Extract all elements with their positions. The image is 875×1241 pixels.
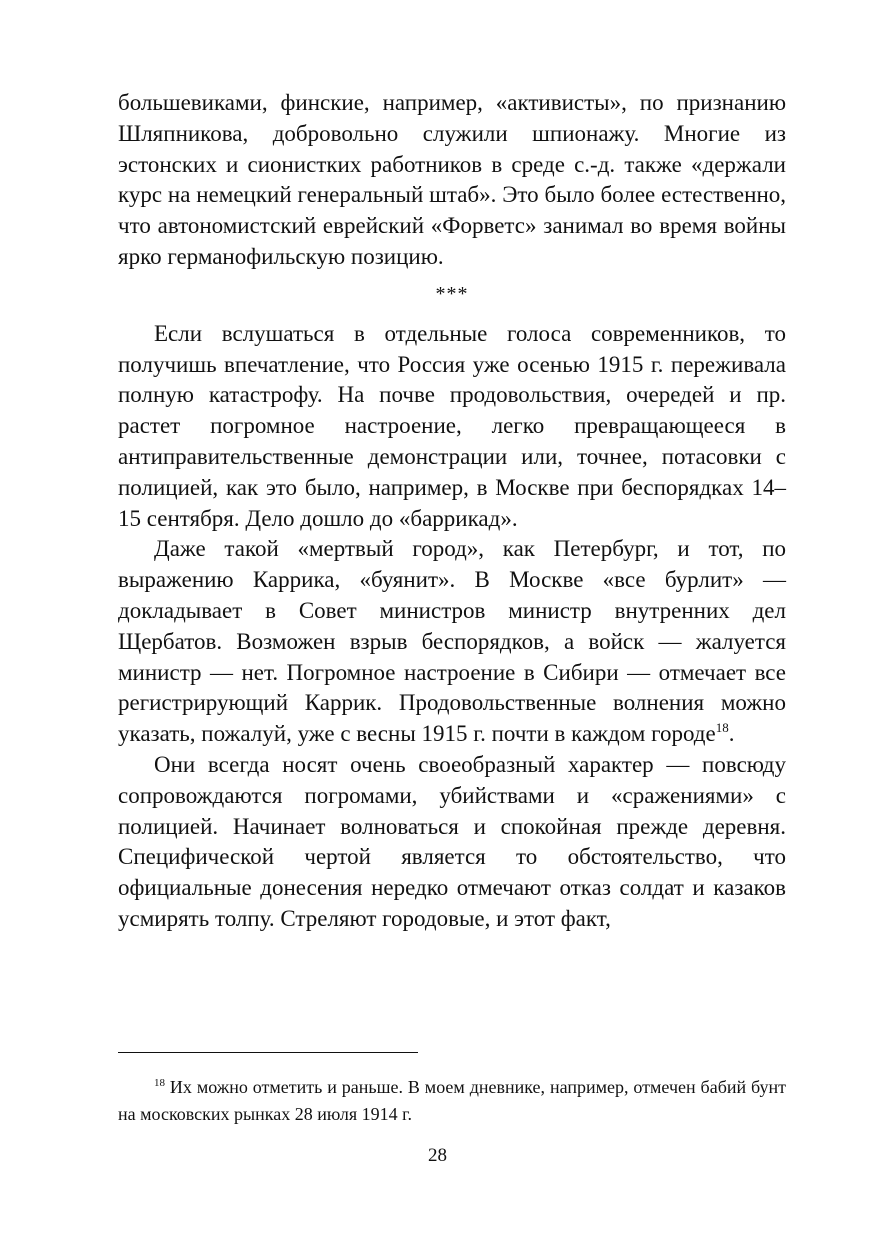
page-content <box>118 88 786 935</box>
paragraph-text-end: . <box>728 721 735 747</box>
paragraph: Они всегда носят очень своеобразный характер — повсюду сопровождаются погромами, убийствами и «сражениями» с полицией. Начинает волноваться и спокойная прежде деревня. Специфической чертой является то обстоятельство, что официальные донесения нередко отмечают отказ солдат и казаков усмирять толпу. Стреляют городовые, и этот факт, <box>118 751 786 931</box>
paragraph <box>118 534 786 750</box>
section-separator: *** <box>435 282 469 305</box>
paragraph-continuation: большевиками, финские, например, «активисты», по признанию Шляпникова, добровольно служили шпионажу. Многие из эстонских и сионистких работников в среде с.-д. также «держали курс на немецкий генеральный штаб». Это было более естественно, что автономистский еврейский «Форветс» занимал во время войны ярко германофильскую позицию. <box>118 90 786 269</box>
footnote-divider <box>118 1052 418 1053</box>
footnote-reference[interactable]: 18 <box>715 720 729 736</box>
paragraph: Если вслушаться в отдельные голоса современников, то получишь впечатление, что Россия уже осенью 1915 г. переживала полную катастрофу. На почве продовольствия, очередей и пр. растет погромное настроение, легко превращающееся в антиправительственные демонстрации или, точнее, потасовки с полицией, как это было, например, в Москве при беспорядках 14–15 сентября. Дело дошло до «баррикад». <box>118 320 786 531</box>
footnote-number: 18 <box>154 1077 165 1089</box>
main-text <box>118 88 786 935</box>
page-number: 28 <box>428 1145 447 1166</box>
paragraph-text: Даже такой «мертвый город», как Петербург, и тот, по выражению Каррика, «буянит». В Москве «все бурлит» — докладывает в Совет министров министр внутренних дел Щербатов. Возможен взрыв беспорядков, а войск — жалуется министр — нет. Погромное настроение в Сибири — отмечает все регистрирующий Каррик. Продовольственные волнения можно указать, пожалуй, уже с весны 1915 г. почти в каждом городе <box>118 536 786 747</box>
footnote-text: Их можно отметить и раньше. В моем дневнике, например, отмечен бабий бунт на московских рынках 28 июля 1914 г. <box>118 1077 786 1124</box>
footnote <box>118 1074 786 1128</box>
